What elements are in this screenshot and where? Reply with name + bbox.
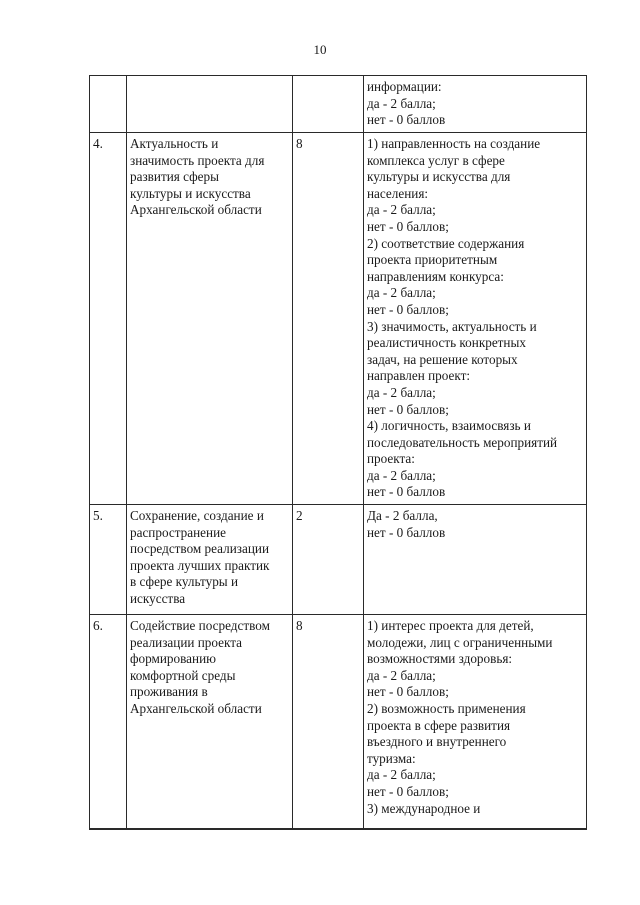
criterion-name: Актуальность и значимость проекта для развития сферы культуры и искусства Архангельской области (130, 136, 265, 218)
scoring-description-cell (364, 76, 587, 133)
table-row-5 (90, 505, 587, 615)
criterion-name-cell (127, 615, 293, 830)
criterion-name-cell (127, 505, 293, 615)
max-points-cell (293, 615, 364, 830)
criterion-name-cell (127, 76, 293, 133)
scoring-description-cell (364, 615, 587, 830)
max-points-cell (293, 133, 364, 505)
criteria-table (89, 75, 587, 830)
max-points: 8 (296, 136, 303, 151)
scoring-description-cell (364, 133, 587, 505)
scoring-description: 1) направленность на создание комплекса услуг в сфере культуры и искусства для населения: да - 2 балла; нет - 0 баллов; 2) соответствие содержания проекта приоритетным направлениям конкурса: да - 2 балла; нет - 0 баллов; 3) значимость, актуальность и реалистичность конкретных задач, на решение которых направлен проект: да - 2 балла; нет - 0 баллов; 4) логичность, взаимосвязь и последовательность мероприятий проекта: да - 2 балла; нет - 0 баллов (367, 136, 558, 500)
table-row-4 (90, 133, 587, 505)
criterion-name: Содействие посредством реализации проекта формированию комфортной среды проживания в Архангельской области (130, 618, 270, 716)
row-number-cell (90, 76, 127, 133)
table-row-continuation (90, 76, 587, 133)
max-points-cell (293, 505, 364, 615)
scoring-description: информации: да - 2 балла; нет - 0 баллов (367, 79, 446, 128)
criterion-name-cell (127, 133, 293, 505)
max-points-cell (293, 76, 364, 133)
row-number-cell (90, 133, 127, 505)
max-points: 8 (296, 618, 303, 633)
scoring-description: Да - 2 балла, нет - 0 баллов (367, 508, 446, 540)
row-number-cell (90, 505, 127, 615)
scoring-description-cell (364, 505, 587, 615)
row-number-cell (90, 615, 127, 830)
max-points: 2 (296, 508, 303, 523)
page-number: 10 (313, 42, 327, 57)
scoring-description: 1) интерес проекта для детей, молодежи, лиц с ограниченными возможностями здоровья: да - 2 балла; нет - 0 баллов; 2) возможность применения проекта в сфере развития въездного и внутреннего туризма: да - 2 балла; нет - 0 баллов; 3) международное и (367, 618, 553, 816)
table-row-6 (90, 615, 587, 830)
row-number: 4. (93, 136, 103, 151)
row-number: 6. (93, 618, 103, 633)
criterion-name: Сохранение, создание и распространение посредством реализации проекта лучших практик в сфере культуры и искусства (130, 508, 270, 606)
row-number: 5. (93, 508, 103, 523)
